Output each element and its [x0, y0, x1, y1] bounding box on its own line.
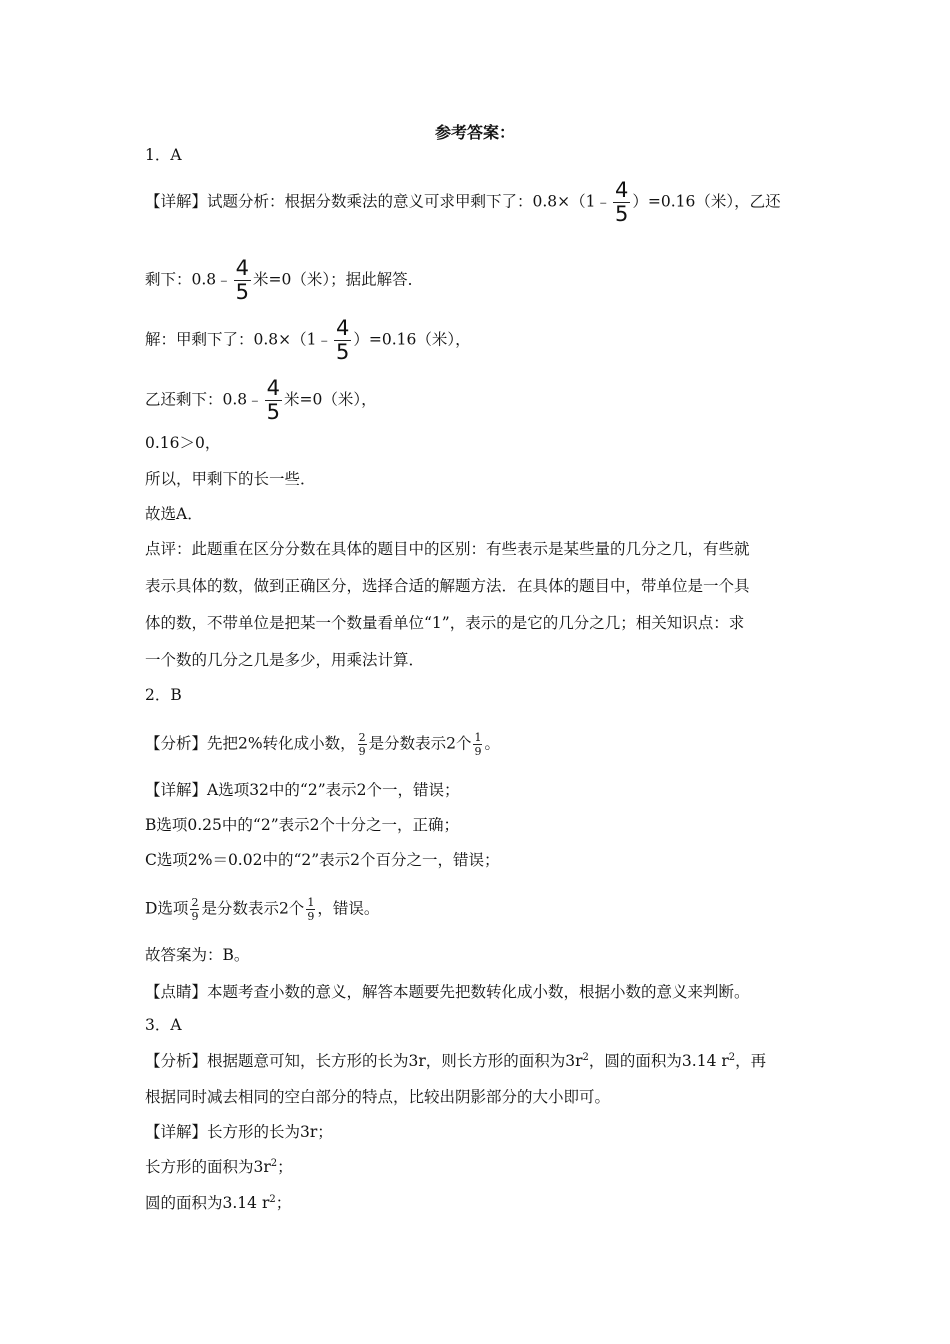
- q1-choose: 故选A．: [145, 505, 203, 523]
- q3-detail-3: 圆的面积为3.14 $r^2$；: [145, 1193, 292, 1212]
- q1-solution-line1: 解：甲剩下了：0.8×（1﹣ $\frac{4}{5}$ ）=0.16（米），: [145, 316, 471, 364]
- q1-detail-line1: 【详解】试题分析：根据分数乘法的意义可求甲剩下了：0.8×（1﹣ $\frac{4}{5}$ ）=0.16（米），乙还: [145, 178, 781, 226]
- page-title: 参考答案：: [434, 123, 515, 142]
- fraction-4-5: $\frac{4}{5}$: [266, 376, 281, 424]
- fraction-4-5: $\frac{4}{5}$: [615, 178, 629, 226]
- fraction-4-5: $\frac{4}{5}$: [336, 316, 350, 364]
- q2-detail-d: D选项 $\frac{2}{9}$ 是分数表示2个 $\frac{1}{9}$ ，错误。: [145, 896, 380, 923]
- q1-heading: 1．A: [145, 146, 182, 164]
- q1-comment-line: 体的数，不带单位是把某一个数量看单位“1”，表示的是它的几分之几；相关知识点：求: [145, 614, 745, 632]
- q1-therefore: 所以，甲剩下的长一些．: [145, 470, 316, 488]
- q2-detail-c: C选项2%＝0.02中的“2”表示2个百分之一，错误；: [145, 851, 500, 869]
- q3-analysis-line1: 【分析】根据题意可知，长方形的长为3r，则长方形的面积为$3r^2$，圆的面积为3.14 $r^2$，再: [145, 1051, 767, 1070]
- q3-analysis-line2: 根据同时减去相同的空白部分的特点，比较出阴影部分的大小即可。: [145, 1088, 611, 1106]
- q1-solution-line2: 乙还剩下：0.8﹣ $\frac{4}{5}$ 米=0（米），: [145, 376, 377, 424]
- q2-note: 【点睛】本题考查小数的意义，解答本题要先把数转化成小数，根据小数的意义来判断。: [145, 983, 750, 1001]
- q2-answer: 故答案为：B。: [145, 946, 250, 964]
- fraction-1-9: $\frac{1}{9}$: [474, 731, 482, 758]
- q2-detail-b: B选项0.25中的“2”表示2个十分之一，正确；: [145, 816, 459, 834]
- q2-heading: 2．B: [145, 686, 182, 704]
- q3-detail-1: 【详解】长方形的长为3r；: [145, 1123, 333, 1141]
- q3-detail-2: 长方形的面积为$3r^2$；: [145, 1157, 293, 1176]
- q1-comment-line: 一个数的几分之几是多少，用乘法计算．: [145, 651, 425, 669]
- q3-heading: 3．A: [145, 1016, 182, 1034]
- q1-comment-line: 点评：此题重在区分分数在具体的题目中的区别：有些表示是某些量的几分之几，有些就: [145, 540, 750, 558]
- q1-comment-line: 表示具体的数，做到正确区分，选择合适的解题方法．在具体的题目中，带单位是一个具: [145, 577, 750, 595]
- fraction-1-9: $\frac{1}{9}$: [307, 896, 315, 923]
- q2-analysis: 【分析】先把2%转化成小数， $\frac{2}{9}$ 是分数表示2个 $\frac{1}{9}$ 。: [145, 731, 500, 758]
- q1-compare: 0.16＞0，: [145, 434, 221, 452]
- fraction-4-5: $\frac{4}{5}$: [235, 256, 250, 304]
- fraction-2-9: $\frac{2}{9}$: [191, 896, 199, 923]
- fraction-2-9: $\frac{2}{9}$: [358, 731, 366, 758]
- q1-detail-line2: 剩下：0.8﹣ $\frac{4}{5}$ 米=0（米）；据此解答．: [145, 256, 424, 304]
- q2-detail-a: 【详解】A选项32中的“2”表示2个一，错误；: [145, 781, 460, 799]
